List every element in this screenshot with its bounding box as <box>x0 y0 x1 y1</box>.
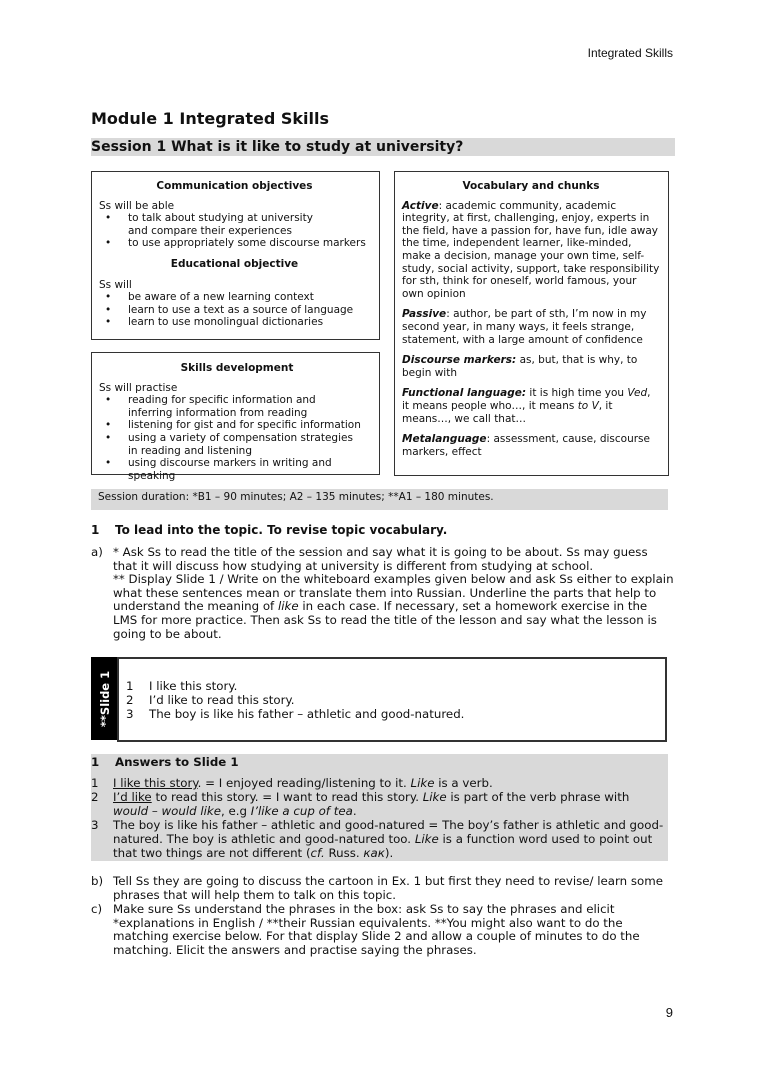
answer-item <box>91 776 668 790</box>
text-run: is a verb. <box>434 776 493 790</box>
functional-text: , it means people who…, it means <box>402 387 651 412</box>
slide-item <box>119 693 665 707</box>
answer-number: 2 <box>91 790 99 804</box>
list-item: • learn to use monolingual dictionaries <box>99 316 370 329</box>
paragraph-b-text: Tell Ss they are going to discuss the cartoon in Ex. 1 but first they need to revise/ learn some phrases that will help them to talk on this topic. <box>113 874 663 902</box>
italic-like: like <box>277 599 299 614</box>
page-number: 9 <box>665 1005 673 1020</box>
text-run: The boy is like his father – athletic and good-natured = The boy’s father is athletic and good-natured. The boy is athletic and good-natured too. <box>113 818 664 846</box>
text-run: . <box>352 804 357 818</box>
italic-russian: как <box>363 846 385 860</box>
answers-box <box>91 754 668 861</box>
slide-content <box>117 657 667 742</box>
skills-list <box>99 394 375 482</box>
italic-like: Like <box>422 790 447 804</box>
paragraph-label: c) <box>91 902 103 916</box>
slide-item <box>119 679 665 693</box>
text-run: is a function word used to point out that two things are not different ( <box>113 832 653 860</box>
paragraph-c-text: Make sure Ss understand the phrases in the box: ask Ss to say the phrases and elicit *explanations in English / **their Russian equivalents. **You might also want to do the matching exercise below. For that display Slide 2 and allow a couple of minutes to do the matching. Elicit the answers and practise saying the phrases. <box>113 902 640 957</box>
text-run: ). <box>384 846 394 860</box>
underlined-phrase: I like this story <box>113 776 198 790</box>
comm-intro: Ss will be able <box>99 199 175 212</box>
vocabulary-box <box>394 171 669 476</box>
text-run: Russ. <box>324 846 364 860</box>
list-item: • learn to use a text as a source of language <box>99 304 370 317</box>
slide-item <box>119 707 665 721</box>
slide-1-box <box>91 657 665 740</box>
active-label: Active <box>402 199 439 212</box>
vocab-passive <box>402 308 660 346</box>
underlined-phrase: I’d like <box>113 790 152 804</box>
educational-objective-heading: Educational objective <box>170 257 299 270</box>
list-item: • to use appropriately some discourse markers <box>99 237 370 250</box>
skills-development-box <box>91 352 380 482</box>
answer-number: 3 <box>91 818 99 832</box>
text-run: ** Display Slide 1 / Write on the whiteboard examples given below and ask Ss either to explain what these sentences mean or translate them into Russian. Underline the parts that help to understand the meaning of <box>113 572 674 614</box>
answers-heading <box>91 754 668 769</box>
edu-intro: Ss will <box>99 278 132 291</box>
slide-item-text: The boy is like his father – athletic and good-natured. <box>149 707 465 721</box>
answer-number: 1 <box>91 776 99 790</box>
functional-label: Functional language: <box>402 387 527 400</box>
vocabulary-heading: Vocabulary and chunks <box>462 180 600 192</box>
slide-tab-label: **Slide 1 <box>97 670 112 727</box>
list-item: • reading for specific information and inferring information from reading <box>99 394 375 419</box>
paragraph-a-part2 <box>113 573 675 641</box>
italic-like: Like <box>414 832 439 846</box>
paragraph-c <box>91 903 675 957</box>
slide-tab <box>91 657 118 740</box>
list-item: • using discourse markers in writing and speaking <box>99 457 375 482</box>
list-item: • to talk about studying at university and compare their experiences <box>99 212 370 237</box>
italic-cf: cf. <box>310 846 325 860</box>
slide-item-number: 2 <box>126 693 134 707</box>
paragraph-label: b) <box>91 874 104 888</box>
skills-development-heading: Skills development <box>180 362 294 374</box>
paragraph-label: a) <box>91 545 103 559</box>
functional-tov: to V <box>577 399 599 412</box>
italic-like: Like <box>410 776 435 790</box>
section-number: 1 <box>91 523 100 537</box>
functional-ved: Ved <box>627 387 648 400</box>
answer-item <box>91 818 668 860</box>
list-item: • be aware of a new learning context <box>99 291 370 304</box>
paragraph-b <box>91 875 675 902</box>
communication-objectives-box <box>91 171 380 340</box>
text-run: , e.g <box>221 804 251 818</box>
text-run: to read this story. = I want to read this story. <box>151 790 423 804</box>
active-text: : academic community, academic integrity, at first, challenging, enjoy, experts in the field, have a passion for, have fun, idle away the time, independent learner, like-minded, make a decision, manage your own time, self-study, social activity, support, take responsibility for sth, think for oneself, world famous, your own opinion <box>402 199 660 300</box>
section-title: To lead into the topic. To revise topic vocabulary. <box>115 523 448 537</box>
slide-item-text: I’d like to read this story. <box>149 693 295 707</box>
session-title: Session 1 What is it like to study at university? <box>91 138 675 156</box>
comm-list <box>99 212 370 250</box>
vocab-meta <box>402 433 660 458</box>
meta-label: Metalanguage <box>402 433 487 446</box>
running-header: Integrated Skills <box>587 46 673 60</box>
slide-item-number: 3 <box>126 707 134 721</box>
meta-text: : assessment, cause, discourse markers, effect <box>402 433 650 458</box>
functional-text: , it means…, we call that… <box>402 399 613 425</box>
paragraph-a <box>91 546 675 641</box>
text-run: is part of the verb phrase with <box>446 790 630 804</box>
passive-text: : author, be part of sth, I’m now in my second year, in many ways, it feels strange, statement, with a large amount of confidence <box>402 308 647 346</box>
discourse-text: as, but, that is why, to begin with <box>402 354 638 379</box>
paragraph-a-part1: * Ask Ss to read the title of the session and say what it is going to be about. Ss may guess that it will discuss how studying at university is different from studying at school. <box>113 545 648 573</box>
edu-list <box>99 291 370 329</box>
communication-objectives-heading: Communication objectives <box>156 180 313 192</box>
section-heading <box>91 523 447 537</box>
italic-phrase: I’like a cup of tea <box>250 804 353 818</box>
slide-item-number: 1 <box>126 679 134 693</box>
answers-number: 1 <box>91 755 100 769</box>
vocab-functional <box>402 387 660 425</box>
session-duration: Session duration: *B1 – 90 minutes; A2 – 135 minutes; **A1 – 180 minutes. <box>91 489 668 510</box>
vocab-discourse <box>402 354 660 379</box>
skills-intro: Ss will practise <box>99 381 178 394</box>
answers-title: Answers to Slide 1 <box>115 755 239 769</box>
functional-text: it is high time you <box>526 387 628 400</box>
list-item: • using a variety of compensation strategies in reading and listening <box>99 432 375 457</box>
passive-label: Passive <box>402 308 447 321</box>
italic-phrase: would – would like <box>113 804 222 818</box>
vocab-active <box>402 200 660 301</box>
discourse-label: Discourse markers: <box>402 354 517 367</box>
answer-item <box>91 790 668 818</box>
list-item: • listening for gist and for specific information <box>99 419 375 432</box>
text-run: in each case. If necessary, set a homework exercise in the LMS for more practice. Then ask Ss to read the title of the lesson and say what the lesson is going to be about. <box>113 599 657 641</box>
text-run: . = I enjoyed reading/listening to it. <box>197 776 411 790</box>
slide-item-text: I like this story. <box>149 679 238 693</box>
module-title: Module 1 Integrated Skills <box>91 109 330 128</box>
